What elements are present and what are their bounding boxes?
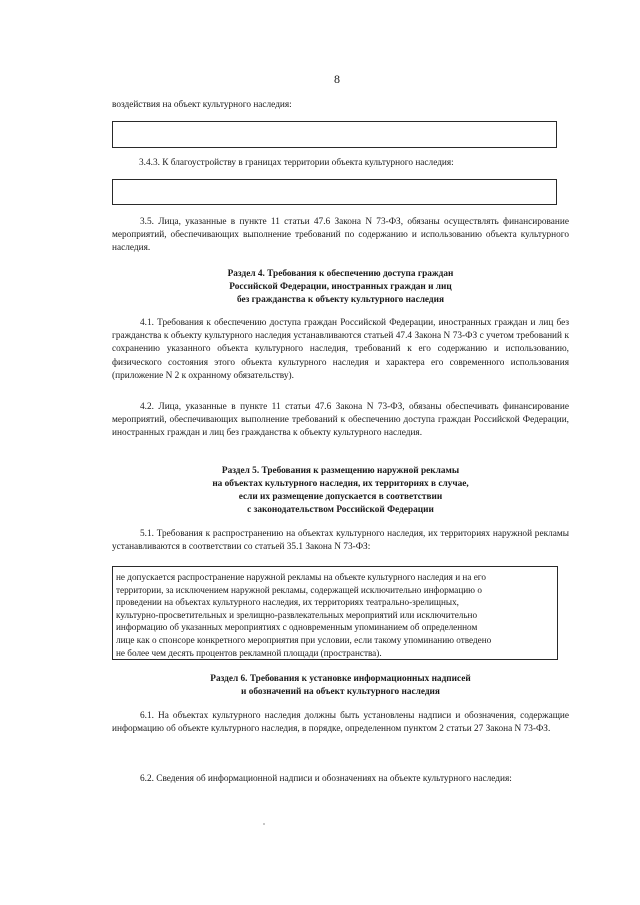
box-text-line: культурно-просветительных и зрелищно-развлекательных мероприятий или исключительно [116, 609, 478, 620]
box-text-line: информацию об указанных мероприятиях с одновременным упоминанием об определенном [116, 622, 478, 633]
scan-speck [263, 823, 265, 825]
empty-field-box-2 [112, 179, 557, 205]
intro-line: воздействия на объект культурного наследия: [112, 100, 292, 110]
section-4-heading [112, 268, 569, 307]
box-text-line: не допускается распространение наружной рекламы на объекте культурного наследия и на его [116, 572, 486, 582]
section-4-paragraph-4-2: 4.2. Лица, указанные в пункте 11 статьи 47.6 Закона N 73-ФЗ, обязаны обеспечивать финансирование мероприятий, обеспечивающих выполнение требований к обеспечению доступа граждан Российской Федерации, иностранных граждан и лиц без гражданства к объекту культурного наследия. [112, 402, 569, 439]
section-6-paragraph-6-1: 6.1. На объектах культурного наследия должны быть установлены надписи и обозначения, содержащие информацию об объекте культурного наследия, в порядке, определенном пунктом 2 статьи 27 Закона N 73-ФЗ. [112, 711, 569, 735]
advertising-requirements-box [112, 566, 558, 660]
section-4-heading-line: без гражданства к объекту культурного наследия [236, 295, 445, 305]
page-number: 8 [334, 72, 340, 86]
section-5-heading-line: на объектах культурного наследия, их территориях в случае, [212, 479, 469, 489]
section-4-heading-line: Российской Федерации, иностранных граждан и лиц [229, 282, 452, 292]
section-4-heading-line: Раздел 4. Требования к обеспечению доступа граждан [227, 269, 454, 279]
section-5-heading-line: Раздел 5. Требования к размещению наружной рекламы [221, 466, 460, 476]
box-text-line: не более чем десять процентов рекламной площади (пространства). [116, 647, 382, 658]
section-6-heading-line: Раздел 6. Требования к установке информационных надписей [210, 674, 471, 684]
empty-field-box-1 [112, 121, 557, 148]
advertising-requirements-text [116, 571, 554, 659]
section-5-heading-line: с законодательством Российской Федерации [247, 505, 434, 515]
section-6-heading-line: и обозначений на объект культурного наследия [241, 687, 440, 697]
box-text-line: лице как о спонсоре конкретного мероприятия при условии, если такому упоминанию отведено [116, 634, 492, 645]
item-3-4-3: 3.4.3. К благоустройству в границах территории объекта культурного наследия: [139, 158, 454, 168]
section-6-heading [112, 673, 569, 699]
section-5-heading-line: если их размещение допускается в соответствии [238, 492, 443, 502]
item-3-5: 3.5. Лица, указанные в пункте 11 статьи 47.6 Закона N 73-ФЗ, обязаны осуществлять финансирование мероприятий, обеспечивающих выполнение требований по содержанию и использованию объекта культурного наследия. [112, 217, 569, 254]
box-text-line: проведении на объектах культурного наследия, их территориях театрально-зрелищных, [116, 597, 459, 608]
section-4-paragraph-4-1: 4.1. Требования к обеспечению доступа граждан Российской Федерации, иностранных граждан и лиц без гражданства к объекту культурного наследия устанавливаются статьей 47.4 Закона N 73-ФЗ с учетом требований к сохранению указанного объекта культурного наследия, требований к его содержанию и использованию, физического состояния этого объекта культурного наследия и характера его современного использования (приложение N 2 к охранному обязательству). [112, 318, 569, 381]
box-text-line: территории, за исключением наружной рекламы, содержащей исключительно информацию о [116, 584, 482, 595]
section-6-paragraph-6-2: 6.2. Сведения об информационной надписи и обозначениях на объекте культурного наследия: [140, 774, 512, 784]
section-5-paragraph-5-1: 5.1. Требования к распространению на объектах культурного наследия, их территориях наружной рекламы устанавливаются в соответствии со статьей 35.1 Закона N 73-ФЗ: [112, 529, 569, 553]
section-5-heading [112, 465, 569, 517]
